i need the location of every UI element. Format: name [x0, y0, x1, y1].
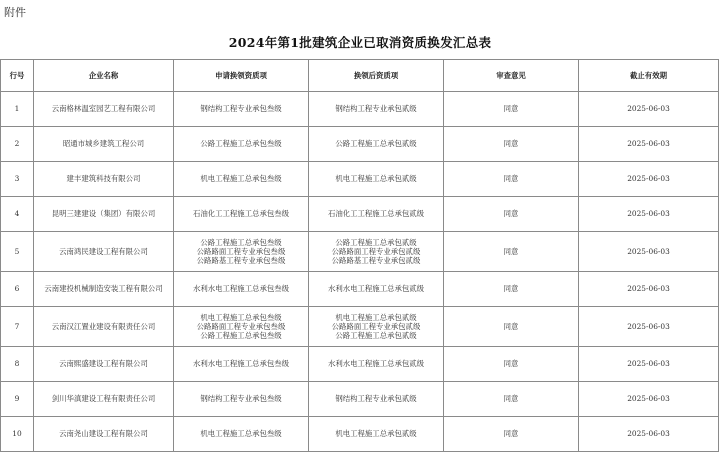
- cell-review-opinion: 同意: [444, 307, 579, 347]
- cell-applied-qualification: [174, 92, 309, 127]
- cell-expiry-date: 2025-06-03: [579, 347, 719, 382]
- cell-applied-qualification: [174, 417, 309, 452]
- cell-expiry-date: 2025-06-03: [579, 232, 719, 272]
- attachment-label: 附件: [4, 6, 26, 19]
- cell-new-qualification: [309, 162, 444, 197]
- cell-company-name: 昆明三建建设（集团）有限公司: [34, 197, 174, 232]
- table-row: [1, 197, 719, 232]
- page-title: 2024年第1批建筑企业已取消资质换发汇总表: [228, 35, 492, 50]
- table-header-row: [1, 60, 719, 92]
- cell-row-number: 2: [1, 127, 34, 162]
- cell-expiry-date: 2025-06-03: [579, 307, 719, 347]
- cell-row-number: 10: [1, 417, 34, 452]
- cell-new-qualification: [309, 347, 444, 382]
- table-row: [1, 272, 719, 307]
- cell-company-name: 云南熙盛建设工程有限公司: [34, 347, 174, 382]
- cell-company-name: 云南鸿民建设工程有限公司: [34, 232, 174, 272]
- table-row: [1, 347, 719, 382]
- header-review-opinion: 审查意见: [444, 60, 579, 92]
- cell-row-number: 8: [1, 347, 34, 382]
- qualification-line: 石油化工工程施工总承包贰级: [327, 209, 425, 219]
- cell-company-name: 云南建投机械制造安装工程有限公司: [34, 272, 174, 307]
- cell-expiry-date: 2025-06-03: [579, 417, 719, 452]
- cell-new-qualification: [309, 417, 444, 452]
- cell-review-opinion: 同意: [444, 232, 579, 272]
- qualification-line: 公路工程施工总承包贰级: [335, 139, 417, 149]
- qualification-line: 钢结构工程专业承包叁级: [200, 104, 282, 114]
- qualification-line: 钢结构工程专业承包叁级: [200, 394, 282, 404]
- cell-review-opinion: 同意: [444, 417, 579, 452]
- cell-expiry-date: 2025-06-03: [579, 162, 719, 197]
- qualification-line: 公路路面工程专业承包贰级: [331, 246, 421, 256]
- cell-applied-qualification: [174, 197, 309, 232]
- qualification-line: 水利水电工程施工总承包叁级: [192, 284, 290, 294]
- qualification-line: 公路工程施工总承包贰级: [335, 331, 417, 341]
- qualification-line: 公路路基工程专业承包贰级: [331, 256, 421, 266]
- cell-new-qualification: [309, 92, 444, 127]
- qualification-line: 水利水电工程施工总承包贰级: [327, 359, 425, 369]
- qualification-line: 公路路面工程专业承包贰级: [331, 321, 421, 331]
- cell-applied-qualification: [174, 127, 309, 162]
- cell-applied-qualification: [174, 162, 309, 197]
- cell-expiry-date: 2025-06-03: [579, 382, 719, 417]
- cell-row-number: 3: [1, 162, 34, 197]
- cell-expiry-date: 2025-06-03: [579, 127, 719, 162]
- cell-row-number: 9: [1, 382, 34, 417]
- cell-applied-qualification: [174, 307, 309, 347]
- cell-row-number: 1: [1, 92, 34, 127]
- qualification-line: 机电工程施工总承包贰级: [335, 312, 417, 322]
- cell-applied-qualification: [174, 232, 309, 272]
- cell-review-opinion: 同意: [444, 347, 579, 382]
- cell-new-qualification: [309, 382, 444, 417]
- cell-review-opinion: 同意: [444, 272, 579, 307]
- cell-expiry-date: 2025-06-03: [579, 92, 719, 127]
- qualification-line: 公路工程施工总承包叁级: [200, 331, 282, 341]
- qualification-line: 公路路基工程专业承包叁级: [196, 256, 286, 266]
- header-expiry-date: 截止有效期: [579, 60, 719, 92]
- cell-new-qualification: [309, 197, 444, 232]
- header-company-name: 企业名称: [34, 60, 174, 92]
- cell-applied-qualification: [174, 382, 309, 417]
- qualification-line: 公路工程施工总承包叁级: [200, 139, 282, 149]
- cell-review-opinion: 同意: [444, 127, 579, 162]
- table-row: [1, 417, 719, 452]
- cell-expiry-date: 2025-06-03: [579, 197, 719, 232]
- cell-row-number: 4: [1, 197, 34, 232]
- cell-row-number: 5: [1, 232, 34, 272]
- cell-new-qualification: [309, 307, 444, 347]
- cell-company-name: 云南汉江置业建设有限责任公司: [34, 307, 174, 347]
- cell-company-name: 云南尧山建设工程有限公司: [34, 417, 174, 452]
- table-row: [1, 162, 719, 197]
- cell-new-qualification: [309, 127, 444, 162]
- qualification-line: 机电工程施工总承包叁级: [200, 429, 282, 439]
- cell-applied-qualification: [174, 347, 309, 382]
- qualification-line: 石油化工工程施工总承包叁级: [192, 209, 290, 219]
- cell-review-opinion: 同意: [444, 162, 579, 197]
- header-row-number: 行号: [1, 60, 34, 92]
- cell-company-name: 云南格林温室园艺工程有限公司: [34, 92, 174, 127]
- qualification-line: 公路工程施工总承包叁级: [200, 237, 282, 247]
- cell-new-qualification: [309, 272, 444, 307]
- cell-review-opinion: 同意: [444, 197, 579, 232]
- cell-company-name: 建丰建筑科技有限公司: [34, 162, 174, 197]
- cell-review-opinion: 同意: [444, 382, 579, 417]
- qualification-line: 钢结构工程专业承包贰级: [335, 104, 417, 114]
- cell-applied-qualification: [174, 272, 309, 307]
- header-new-qualification: 换领后资质项: [309, 60, 444, 92]
- table-row: [1, 232, 719, 272]
- cell-row-number: 7: [1, 307, 34, 347]
- qualification-line: 机电工程施工总承包贰级: [335, 174, 417, 184]
- table-row: [1, 92, 719, 127]
- qualification-line: 公路路面工程专业承包叁级: [196, 321, 286, 331]
- cell-expiry-date: 2025-06-03: [579, 272, 719, 307]
- qualification-line: 水利水电工程施工总承包贰级: [327, 284, 425, 294]
- qualification-line: 公路路面工程专业承包叁级: [196, 246, 286, 256]
- table-row: [1, 127, 719, 162]
- table-row: [1, 307, 719, 347]
- cell-company-name: 剑川华滇建设工程有限责任公司: [34, 382, 174, 417]
- summary-table: [0, 59, 719, 452]
- cell-new-qualification: [309, 232, 444, 272]
- qualification-line: 公路工程施工总承包贰级: [335, 237, 417, 247]
- qualification-line: 钢结构工程专业承包贰级: [335, 394, 417, 404]
- qualification-line: 水利水电工程施工总承包叁级: [192, 359, 290, 369]
- qualification-line: 机电工程施工总承包叁级: [200, 312, 282, 322]
- qualification-line: 机电工程施工总承包叁级: [200, 174, 282, 184]
- cell-review-opinion: 同意: [444, 92, 579, 127]
- table-row: [1, 382, 719, 417]
- header-applied-qualification: 申请换领资质项: [174, 60, 309, 92]
- cell-row-number: 6: [1, 272, 34, 307]
- qualification-line: 机电工程施工总承包贰级: [335, 429, 417, 439]
- cell-company-name: 昭通市城乡建筑工程公司: [34, 127, 174, 162]
